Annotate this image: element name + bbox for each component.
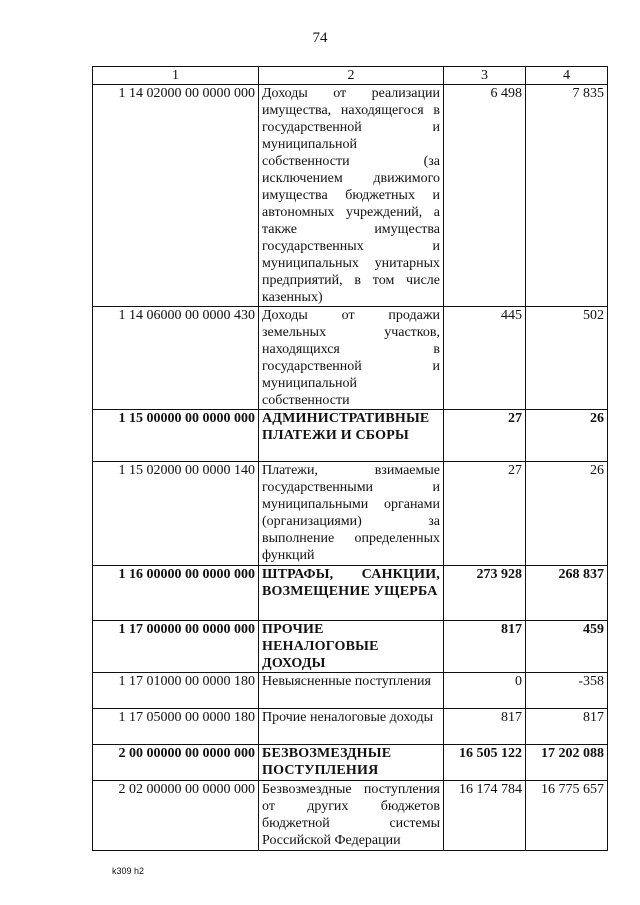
value-column-4: 502 — [526, 307, 608, 410]
value-column-3: 273 928 — [444, 566, 526, 621]
revenue-name: Платежи, взимаемые государственными и муниципальными органами (организациями) за выполнение определенных функций — [259, 462, 444, 566]
value-column-3: 27 — [444, 462, 526, 566]
column-header-2: 2 — [259, 67, 444, 85]
budget-code: 1 14 02000 00 0000 000 — [93, 85, 259, 307]
value-column-4: 26 — [526, 410, 608, 462]
table-row — [93, 566, 608, 621]
value-column-3: 16 174 784 — [444, 781, 526, 851]
value-column-3: 817 — [444, 621, 526, 673]
budget-code: 1 17 00000 00 0000 000 — [93, 621, 259, 673]
table-row — [93, 410, 608, 462]
value-column-4: 268 837 — [526, 566, 608, 621]
revenue-name: БЕЗВОЗМЕЗДНЫЕ ПОСТУПЛЕНИЯ — [259, 745, 444, 781]
table-row — [93, 307, 608, 410]
revenue-name: Невыясненные поступления — [259, 673, 444, 709]
table-body — [93, 85, 608, 851]
budget-code: 2 02 00000 00 0000 000 — [93, 781, 259, 851]
value-column-4: 7 835 — [526, 85, 608, 307]
budget-revenue-table — [92, 66, 608, 851]
revenue-name: Доходы от продажи земельных участков, находящихся в государственной и муниципальной собственности — [259, 307, 444, 410]
column-header-3: 3 — [444, 67, 526, 85]
value-column-4: 459 — [526, 621, 608, 673]
table-row — [93, 781, 608, 851]
budget-code: 1 17 05000 00 0000 180 — [93, 709, 259, 745]
table-row — [93, 621, 608, 673]
budget-code: 2 00 00000 00 0000 000 — [93, 745, 259, 781]
table-row — [93, 85, 608, 307]
value-column-3: 6 498 — [444, 85, 526, 307]
table-row — [93, 673, 608, 709]
page-number: 74 — [312, 30, 328, 46]
table-row — [93, 709, 608, 745]
budget-code: 1 17 01000 00 0000 180 — [93, 673, 259, 709]
column-header-4: 4 — [526, 67, 608, 85]
value-column-4: -358 — [526, 673, 608, 709]
value-column-3: 445 — [444, 307, 526, 410]
revenue-name: ПРОЧИЕ НЕНАЛОГОВЫЕ ДОХОДЫ — [259, 621, 444, 673]
revenue-name: Доходы от реализации имущества, находящегося в государственной и муниципальной собственности (за исключением движимого имущества бюджетных и автономных учреждений, а также имущества государственных и муниципальных унитарных предприятий, в том числе казенных) — [259, 85, 444, 307]
revenue-name: Безвозмездные поступления от других бюджетов бюджетной системы Российской Федерации — [259, 781, 444, 851]
revenue-name: ШТРАФЫ, САНКЦИИ, ВОЗМЕЩЕНИЕ УЩЕРБА — [259, 566, 444, 621]
table-header-row — [93, 67, 608, 85]
budget-code: 1 15 02000 00 0000 140 — [93, 462, 259, 566]
value-column-3: 16 505 122 — [444, 745, 526, 781]
table-row — [93, 745, 608, 781]
revenue-name: Прочие неналоговые доходы — [259, 709, 444, 745]
value-column-3: 817 — [444, 709, 526, 745]
table-row — [93, 462, 608, 566]
budget-code: 1 16 00000 00 0000 000 — [93, 566, 259, 621]
document-footer-code: k309 h2 — [112, 866, 145, 876]
value-column-3: 0 — [444, 673, 526, 709]
revenue-name: АДМИНИСТРАТИВНЫЕ ПЛАТЕЖИ И СБОРЫ — [259, 410, 444, 462]
column-header-1: 1 — [93, 67, 259, 85]
value-column-4: 17 202 088 — [526, 745, 608, 781]
value-column-3: 27 — [444, 410, 526, 462]
value-column-4: 817 — [526, 709, 608, 745]
value-column-4: 16 775 657 — [526, 781, 608, 851]
value-column-4: 26 — [526, 462, 608, 566]
budget-code: 1 14 06000 00 0000 430 — [93, 307, 259, 410]
budget-code: 1 15 00000 00 0000 000 — [93, 410, 259, 462]
